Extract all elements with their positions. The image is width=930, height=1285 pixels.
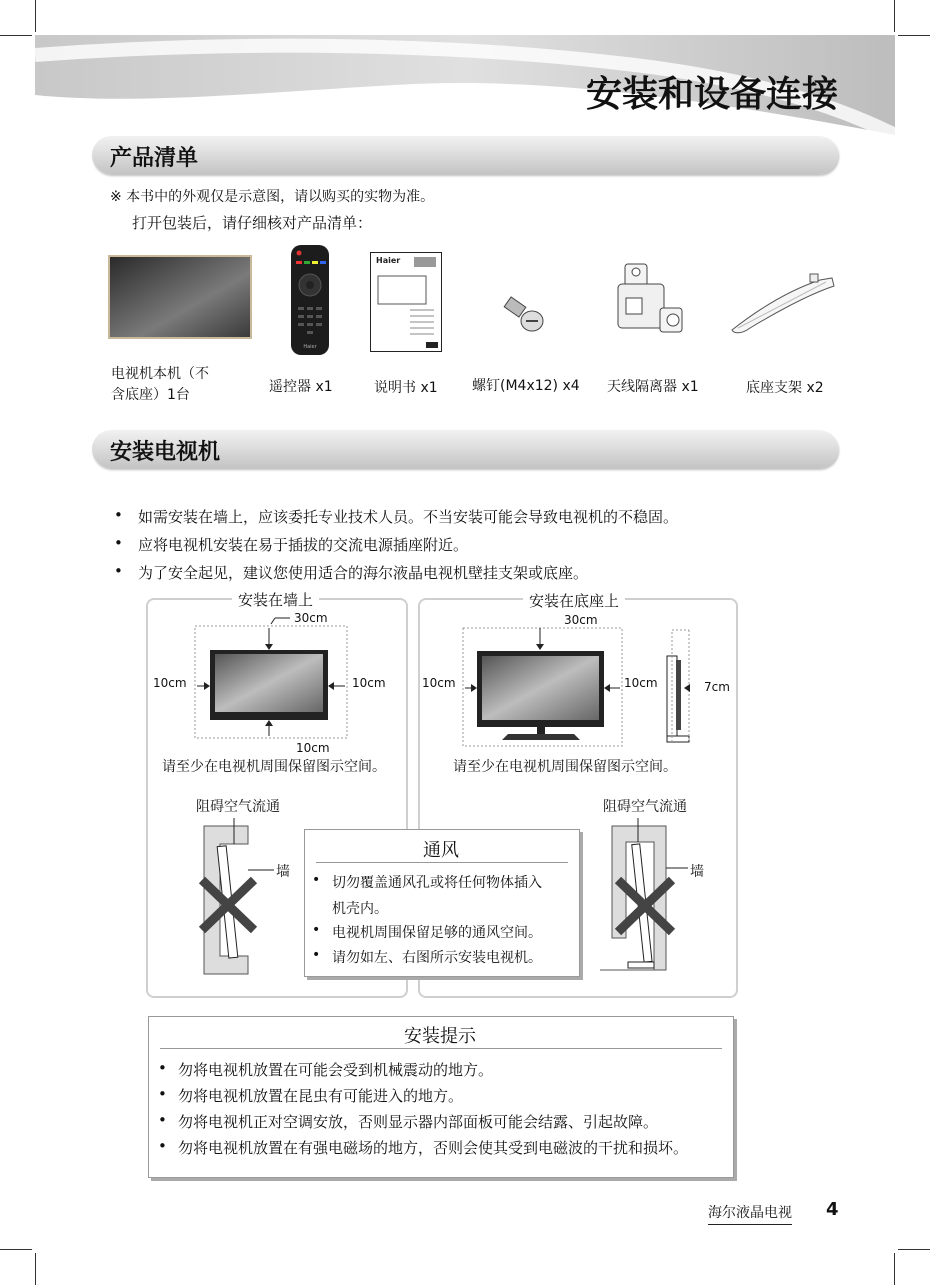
wall-dim-left: 10cm — [153, 676, 187, 690]
stand-clearance-diagram — [422, 608, 732, 756]
remote-icon — [291, 245, 329, 355]
crop-mark — [35, 1253, 36, 1285]
install-bullet: • 如需安装在墙上，应该委托专业技术人员。不当安装可能会导致电视机的不稳固。 — [138, 506, 678, 527]
product-label-tv-line1: 电视机本机（不 — [111, 366, 209, 382]
svg-text:Haier: Haier — [303, 344, 317, 350]
tips-title: 安装提示 — [404, 1026, 476, 1047]
wall-label: 墙 — [690, 864, 704, 880]
section-bar-install-tv — [92, 430, 838, 468]
crop-mark — [898, 1249, 930, 1250]
ventilation-bullet: • 电视机周围保留足够的通风空间。 — [332, 922, 542, 942]
crop-mark — [0, 35, 32, 36]
tip-item: • 勿将电视机放置在昆虫有可能进入的地方。 — [178, 1085, 463, 1106]
instruction-text: 打开包装后，请仔细核对产品清单： — [132, 214, 373, 232]
section-title: 安装电视机 — [110, 440, 221, 465]
tv-icon — [108, 255, 252, 339]
product-label-antenna-isolator: 天线隔离器 x1 — [607, 379, 699, 395]
install-bullet: • 为了安全起见，建议您使用适合的海尔液晶电视机壁挂支架或底座。 — [138, 562, 588, 583]
wall-label: 墙 — [276, 864, 290, 880]
section-title: 产品清单 — [110, 146, 199, 171]
crop-mark — [898, 35, 930, 36]
stand-dim-side: 7cm — [704, 680, 730, 694]
wall-dim-top: 30cm — [294, 611, 328, 625]
manual-brand: Haier — [376, 256, 401, 265]
product-label-remote: 遥控器 x1 — [269, 379, 333, 395]
product-label-tv-line2: 含底座）1台 — [111, 387, 190, 403]
tip-item: • 勿将电视机放置在可能会受到机械震动的地方。 — [178, 1059, 493, 1080]
install-bullet: • 应将电视机安装在易于插拔的交流电源插座附近。 — [138, 534, 468, 555]
blocked-stand-diagram — [598, 814, 728, 974]
ventilation-bullet: • 请勿如左、右图所示安装电视机。 — [332, 947, 542, 967]
ventilation-bullet: • 切勿覆盖通风孔或将任何物体插入 — [332, 872, 542, 892]
product-label-stand-bracket: 底座支架 x2 — [746, 380, 824, 396]
crop-mark — [35, 0, 36, 32]
blocked-airflow-label: 阻碍空气流通 — [603, 799, 687, 815]
divider — [160, 1048, 722, 1049]
divider — [316, 862, 568, 863]
stand-bracket-icon — [730, 268, 838, 336]
screw-icon — [502, 295, 546, 335]
blocked-wall-diagram — [190, 814, 320, 984]
ventilation-bullet-cont: 机壳内。 — [332, 901, 388, 917]
crop-mark — [894, 1253, 895, 1285]
product-label-screw: 螺钉(M4x12) x4 — [472, 378, 580, 394]
note-text: ※ 本书中的外观仅是示意图，请以购买的实物为准。 — [110, 189, 435, 205]
tip-item: • 勿将电视机正对空调安放，否则显示器内部面板可能会结露、引起故障。 — [178, 1111, 658, 1132]
manual-icon — [370, 252, 442, 352]
blocked-airflow-label: 阻碍空气流通 — [196, 799, 280, 815]
wall-dim-bottom: 10cm — [296, 741, 330, 755]
tip-item: • 勿将电视机放置在有强电磁场的地方，否则会使其受到电磁波的干扰和损坏。 — [178, 1137, 688, 1158]
stand-panel-title: 安装在底座上 — [523, 590, 625, 611]
product-label-manual: 说明书 x1 — [374, 380, 438, 396]
wall-caption: 请至少在电视机周围保留图示空间。 — [162, 759, 386, 775]
wall-panel-title: 安装在墙上 — [232, 589, 319, 610]
section-bar-product-list — [92, 136, 838, 174]
page-title: 安装和设备连接 — [585, 74, 838, 115]
crop-mark — [894, 0, 895, 32]
footer-product-name: 海尔液晶电视 — [708, 1202, 792, 1225]
stand-dim-top: 30cm — [564, 613, 598, 627]
stand-dim-right: 10cm — [624, 676, 658, 690]
wall-dim-right: 10cm — [352, 676, 386, 690]
page-number: 4 — [826, 1199, 839, 1220]
ventilation-title: 通风 — [423, 840, 459, 861]
antenna-isolator-icon — [610, 258, 690, 340]
stand-dim-left: 10cm — [422, 676, 456, 690]
crop-mark — [0, 1249, 32, 1250]
stand-caption: 请至少在电视机周围保留图示空间。 — [453, 759, 677, 775]
